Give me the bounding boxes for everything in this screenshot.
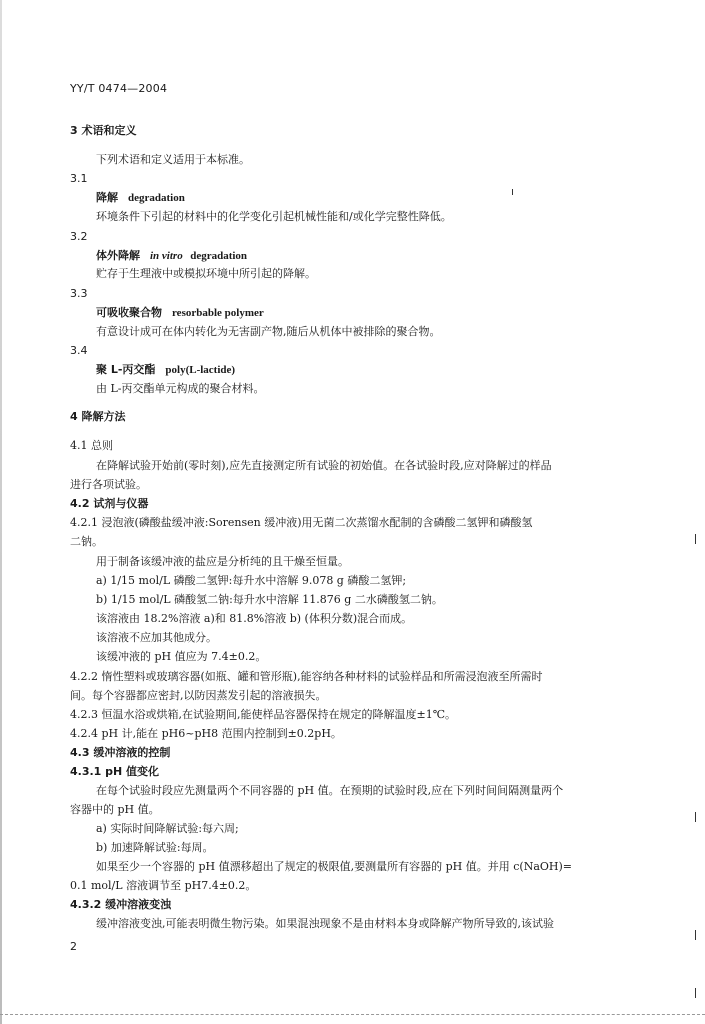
header-standard-number: YY/T 0474—2004: [70, 82, 168, 95]
term-line: [96, 191, 185, 205]
term-en: resorbable polymer: [172, 307, 264, 319]
clause-number: 3.2: [70, 230, 88, 243]
definition: 由 L-丙交酯单元构成的聚合材料。: [96, 382, 265, 395]
list-item: b) 1/15 mol/L 磷酸氢二钠:每升水中溶解 11.876 g 二水磷酸氢二钠。: [96, 593, 443, 606]
term-line: [96, 306, 264, 320]
paragraph: 容器中的 pH 值。: [70, 803, 160, 816]
scan-mark: [695, 930, 696, 940]
paragraph: 进行各项试验。: [70, 478, 147, 491]
paragraph: 4.2.1 浸泡液(磷酸盐缓冲液:Sorensen 缓冲液)用无菌二次蒸馏水配制的含磷酸二氢钾和磷酸氢: [70, 516, 533, 529]
clause-heading: 4.3 缓冲溶液的控制: [70, 746, 171, 759]
term-line: [96, 363, 235, 377]
clause-heading: 4.2 试剂与仪器: [70, 497, 149, 510]
term-zh: 降解: [96, 191, 118, 204]
definition: 有意设计成可在体内转化为无害副产物,随后从机体中被排除的聚合物。: [96, 325, 441, 338]
scan-mark: [695, 988, 696, 998]
paragraph: 4.2.3 恒温水浴或烘箱,在试验期间,能使样品容器保持在规定的降解温度±1℃。: [70, 708, 456, 721]
paragraph: 4.2.2 惰性塑料或玻璃容器(如瓶、罐和管形瓶),能容纳各种材料的试验样品和所需浸泡液至所需时: [70, 670, 543, 683]
scan-mark: [512, 189, 513, 195]
term-zh: 体外降解: [96, 249, 140, 262]
paragraph: 在每个试验时段应先测量两个不同容器的 pH 值。在预期的试验时段,应在下列时间间隔测量两个: [96, 784, 564, 797]
term-zh: 聚 L-丙交酯: [96, 363, 156, 376]
definition: 环境条件下引起的材料中的化学变化引起机械性能和/或化学完整性降低。: [96, 210, 452, 223]
paragraph: 4.2.4 pH 计,能在 pH6~pH8 范围内控制到±0.2pH。: [70, 727, 342, 740]
clause-number: 3.4: [70, 344, 88, 357]
term-en-italic: in vitro: [150, 250, 183, 262]
definition: 贮存于生理液中或模拟环境中所引起的降解。: [96, 267, 316, 280]
term-en: degradation: [190, 250, 248, 262]
paragraph: 用于制备该缓冲液的盐应是分析纯的且干燥至恒量。: [96, 555, 349, 568]
clause-number: 3.1: [70, 172, 88, 185]
paragraph: 间。每个容器都应密封,以防因蒸发引起的溶液损失。: [70, 689, 327, 702]
section-heading: 4 降解方法: [70, 410, 126, 423]
scan-edge: [0, 1014, 705, 1016]
scan-mark: [695, 812, 696, 822]
term-zh: 可吸收聚合物: [96, 306, 162, 319]
paragraph: 二钠。: [70, 535, 103, 548]
list-item: a) 1/15 mol/L 磷酸二氢钾:每升水中溶解 9.078 g 磷酸二氢钾;: [96, 574, 407, 587]
term-line: [96, 249, 247, 263]
paragraph: 该溶液由 18.2%溶液 a)和 81.8%溶液 b) (体积分数)混合而成。: [96, 612, 413, 625]
paragraph: 0.1 mol/L 溶液调节至 pH7.4±0.2。: [70, 879, 257, 892]
clause-number: 3.3: [70, 287, 88, 300]
list-item: a) 实际时间降解试验:每六周;: [96, 822, 239, 835]
term-en: degradation: [128, 192, 185, 204]
scan-edge: [0, 0, 2, 1024]
paragraph: 在降解试验开始前(零时刻),应先直接测定所有试验的初始值。在各试验时段,应对降解过的样品: [96, 459, 552, 472]
clause-heading: 4.1 总则: [70, 439, 113, 452]
clause-heading: 4.3.1 pH 值变化: [70, 765, 160, 778]
paragraph: 该缓冲液的 pH 值应为 7.4±0.2。: [96, 650, 267, 663]
paragraph: 下列术语和定义适用于本标准。: [96, 153, 250, 166]
section-heading: 3 术语和定义: [70, 124, 137, 137]
clause-heading: 4.3.2 缓冲溶液变浊: [70, 898, 172, 911]
term-en: poly(L-lactide): [165, 364, 236, 376]
paragraph: 缓冲溶液变浊,可能表明微生物污染。如果混浊现象不是由材料本身或降解产物所导致的,该试验: [96, 917, 554, 930]
page-number: 2: [70, 940, 77, 953]
paragraph: 如果至少一个容器的 pH 值漂移超出了规定的极限值,要测量所有容器的 pH 值。并用 c(NaOH)=: [96, 860, 572, 873]
scan-mark: [695, 534, 696, 544]
paragraph: 该溶液不应加其他成分。: [96, 631, 217, 644]
list-item: b) 加速降解试验:每周。: [96, 841, 214, 854]
